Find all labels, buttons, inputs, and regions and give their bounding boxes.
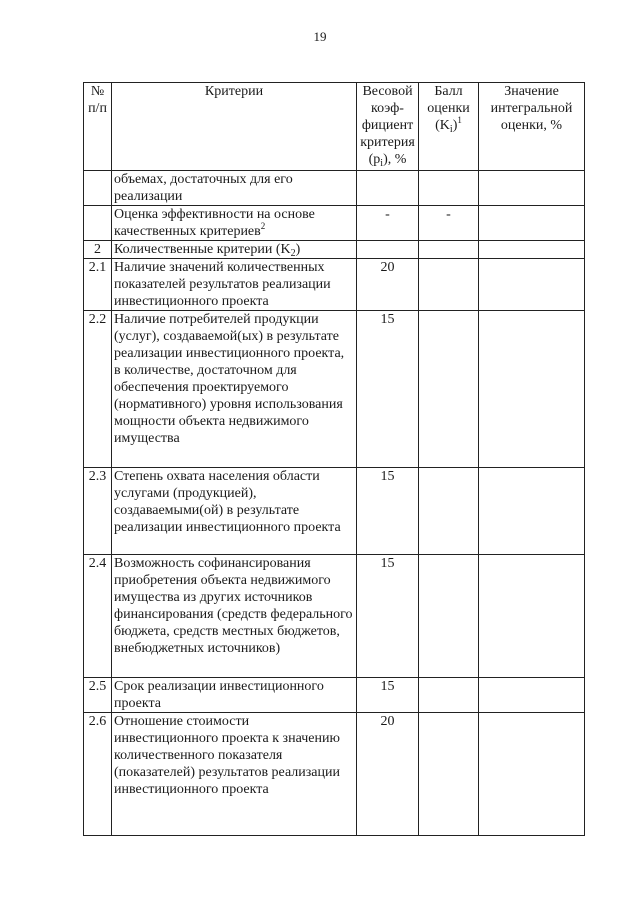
row-criteria-text: Количественные критерии (K (114, 242, 291, 257)
table-header-row (84, 83, 585, 171)
row-criteria: Возможность софинансирования приобретения объекта недвижимого имущества из других источников финансирования (средств федерального бюджета, средств местных бюджетов, внебюджетных источников) (112, 555, 357, 678)
header-weight-sub: i (380, 158, 384, 169)
header-weight (357, 83, 419, 171)
page-number: 19 (313, 29, 327, 44)
row-weight: 15 (357, 678, 419, 713)
row-num: 2 (84, 241, 112, 259)
row-criteria-text: Оценка эффективности на основе качественных критериев (114, 207, 315, 239)
row-num: 2.4 (84, 555, 112, 678)
row-score (419, 468, 479, 555)
row-num (84, 171, 112, 206)
table-row (84, 468, 585, 555)
footnote-marker: 2 (260, 221, 266, 231)
header-num: № п/п (84, 83, 112, 171)
header-integral: Значение интегральной оценки, % (479, 83, 585, 171)
row-weight (357, 171, 419, 206)
row-score (419, 259, 479, 311)
row-num: 2.1 (84, 259, 112, 311)
table-row (84, 678, 585, 713)
row-num: 2.3 (84, 468, 112, 555)
row-value (479, 259, 585, 311)
row-weight: 20 (357, 259, 419, 311)
row-criteria: Отношение стоимости инвестиционного проекта к значению количественного показателя (показателей) результатов реализации инвестиционного проекта (112, 713, 357, 836)
row-value (479, 206, 585, 241)
row-criteria-tail: ) (295, 242, 301, 257)
header-score-sup: 1 (457, 115, 462, 125)
row-score (419, 311, 479, 468)
row-weight: 20 (357, 713, 419, 836)
header-score (419, 83, 479, 171)
row-num: 2.2 (84, 311, 112, 468)
row-criteria: Срок реализации инвестиционного проекта (112, 678, 357, 713)
table-row (84, 171, 585, 206)
table-row (84, 311, 585, 468)
header-criteria: Критерии (112, 83, 357, 171)
row-value (479, 171, 585, 206)
row-score (419, 241, 479, 259)
row-score (419, 171, 479, 206)
row-weight: 15 (357, 311, 419, 468)
header-score-sub: i (449, 124, 453, 135)
criteria-table (83, 82, 585, 836)
table-row (84, 555, 585, 678)
row-weight: 15 (357, 555, 419, 678)
row-value (479, 468, 585, 555)
row-num: 2.5 (84, 678, 112, 713)
row-criteria: Наличие потребителей продукции (услуг), создаваемой(ых) в результате реализации инвестиционного проекта, в количестве, достаточном для обеспечения проектируемого (нормативного) уровня использования мощности объекта недвижимого имущества (112, 311, 357, 468)
row-criteria (112, 206, 357, 241)
row-criteria (112, 241, 357, 259)
row-criteria: Наличие значений количественных показателей результатов реализации инвестиционного проекта (112, 259, 357, 311)
table-row (84, 206, 585, 241)
row-weight (357, 241, 419, 259)
row-weight: - (357, 206, 419, 241)
row-num: 2.6 (84, 713, 112, 836)
row-value (479, 555, 585, 678)
row-value (479, 311, 585, 468)
row-value (479, 241, 585, 259)
row-criteria: Степень охвата населения области услугами (продукцией), создаваемыми(ой) в результате реализации инвестиционного проекта (112, 468, 357, 555)
table-row (84, 713, 585, 836)
table-row (84, 259, 585, 311)
row-score (419, 713, 479, 836)
row-num (84, 206, 112, 241)
header-weight-tail: ), % (383, 152, 407, 167)
row-score (419, 678, 479, 713)
row-score (419, 555, 479, 678)
table-row (84, 241, 585, 259)
row-score: - (419, 206, 479, 241)
row-weight: 15 (357, 468, 419, 555)
row-criteria: объемах, достаточных для его реализации (112, 171, 357, 206)
header-score-main: Балл оценки (K (427, 84, 470, 133)
row-criteria-sub: 2 (290, 248, 296, 259)
row-value (479, 678, 585, 713)
header-score-tail: ) (452, 118, 458, 133)
header-weight-main: Весовой коэф-фициент критерия (p (360, 84, 415, 167)
row-value (479, 713, 585, 836)
